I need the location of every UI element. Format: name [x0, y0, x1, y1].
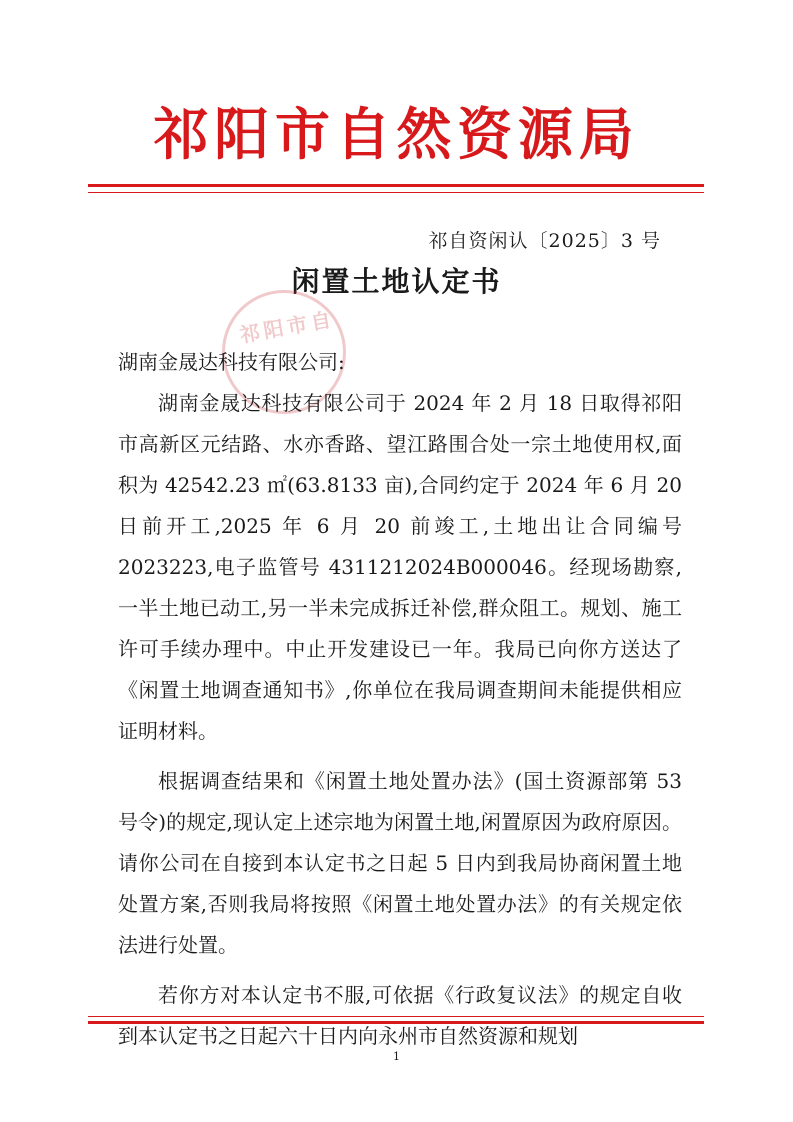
page-number: 1: [393, 1050, 400, 1063]
footer-rule-thin: [88, 1016, 704, 1017]
document-title: 闲置土地认定书: [291, 265, 502, 298]
footer-rule-thick: [88, 1021, 704, 1024]
paragraph-determination: 根据调查结果和《闲置土地处置办法》(国土资源部第 53 号令)的规定,现认定上述宗地为闲置土地,闲置原因为政府原因。请你公司在自接到本认定书之日起 5 日内到我局协商闲置土地处置方案,否则我局将按照《闲置土地处置办法》的有关规定依法进行处置。: [118, 769, 682, 957]
paragraph-appeal: 若你方对本认定书不服,可依据《行政复议法》的规定自收到本认定书之日起六十日内向永州市自然资源和规划: [118, 983, 682, 1048]
header-rule-thick: [88, 184, 704, 187]
agency-header: 祁阳市自然资源局: [153, 102, 640, 168]
salutation: 湖南金晟达科技有限公司:: [118, 350, 345, 374]
document-body: [118, 342, 682, 1066]
seal-text: 祁阳市自: [237, 306, 337, 348]
paragraph-facts: 湖南金晟达科技有限公司于 2024 年 2 月 18 日取得祁阳市高新区元结路、水亦香路、望江路围合处一宗土地使用权,面积为 42542.23 ㎡(63.8133 亩),合同约定于 2024 年 6 月 20 日前开工,2025 年 6 月 20 前竣工,土地出让合同编号 2023223,电子监管号 4311212024B000046。经现场勘察,一半土地已动工,另一半未完成拆迁补偿,群众阻工。规划、施工许可手续办理中。中止开发建设已一年。我局已向你方送达了《闲置土地调查通知书》,你单位在我局调查期间未能提供相应证明材料。: [118, 391, 682, 743]
document-number: 祁自资闲认〔2025〕3 号: [428, 230, 661, 252]
header-rule-thin: [88, 192, 704, 193]
